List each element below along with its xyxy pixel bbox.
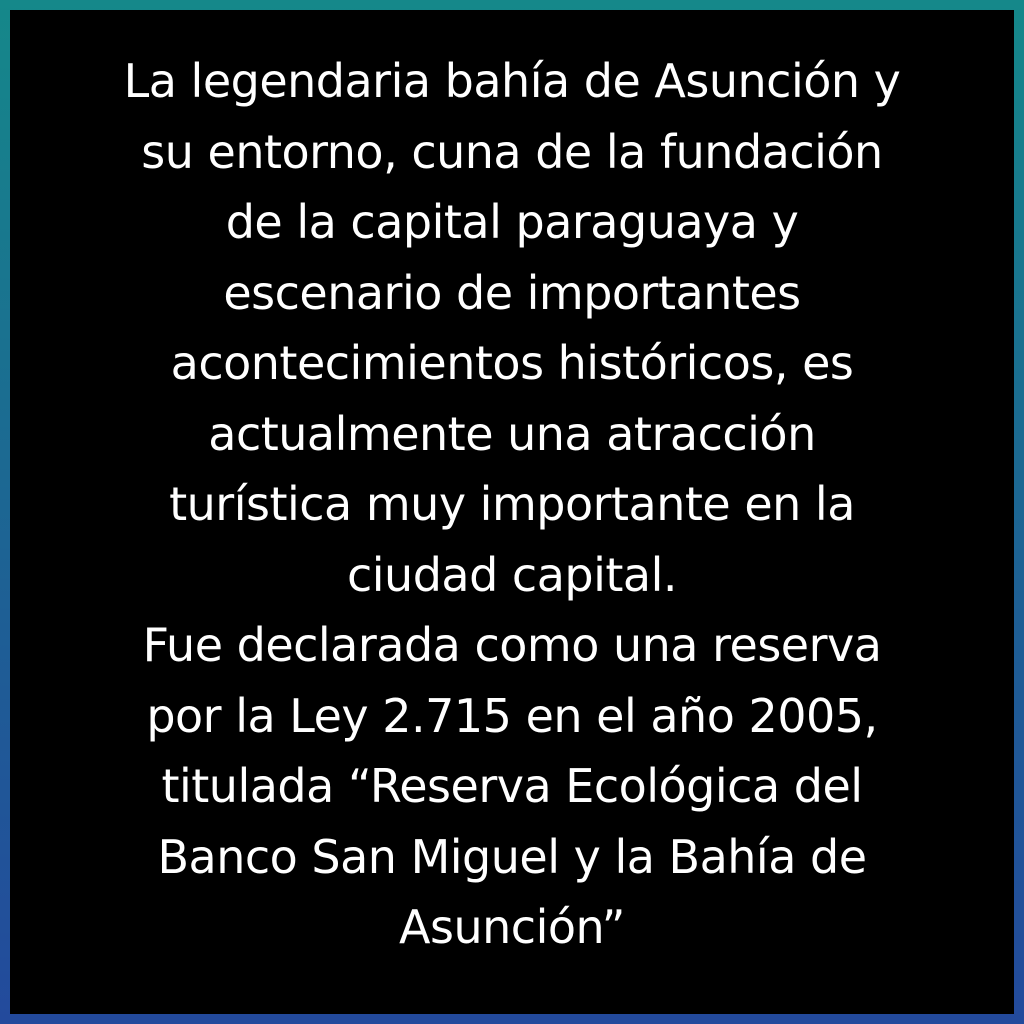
text-line: Fue declarada como una reserva bbox=[142, 618, 882, 672]
text-line: titulada “Reserva Ecológica del bbox=[161, 759, 863, 813]
text-line: actualmente una atracción bbox=[208, 406, 816, 461]
text-panel bbox=[10, 10, 1014, 1014]
text-line: ciudad capital. bbox=[346, 547, 678, 602]
text-line: Banco San Miguel y la Bahía de bbox=[157, 829, 867, 884]
text-line: escenario de importantes bbox=[223, 265, 801, 320]
body-text bbox=[10, 46, 1014, 963]
text-line: Asunción” bbox=[399, 900, 625, 954]
text-line: su entorno, cuna de la fundación bbox=[141, 124, 883, 179]
text-line: turística muy importante en la bbox=[169, 477, 855, 531]
text-line: acontecimientos históricos, es bbox=[170, 336, 854, 390]
text-line: por la Ley 2.715 en el año 2005, bbox=[146, 688, 878, 743]
text-line: La legendaria bahía de Asunción y bbox=[123, 54, 901, 108]
text-line: de la capital paraguaya y bbox=[225, 195, 799, 249]
